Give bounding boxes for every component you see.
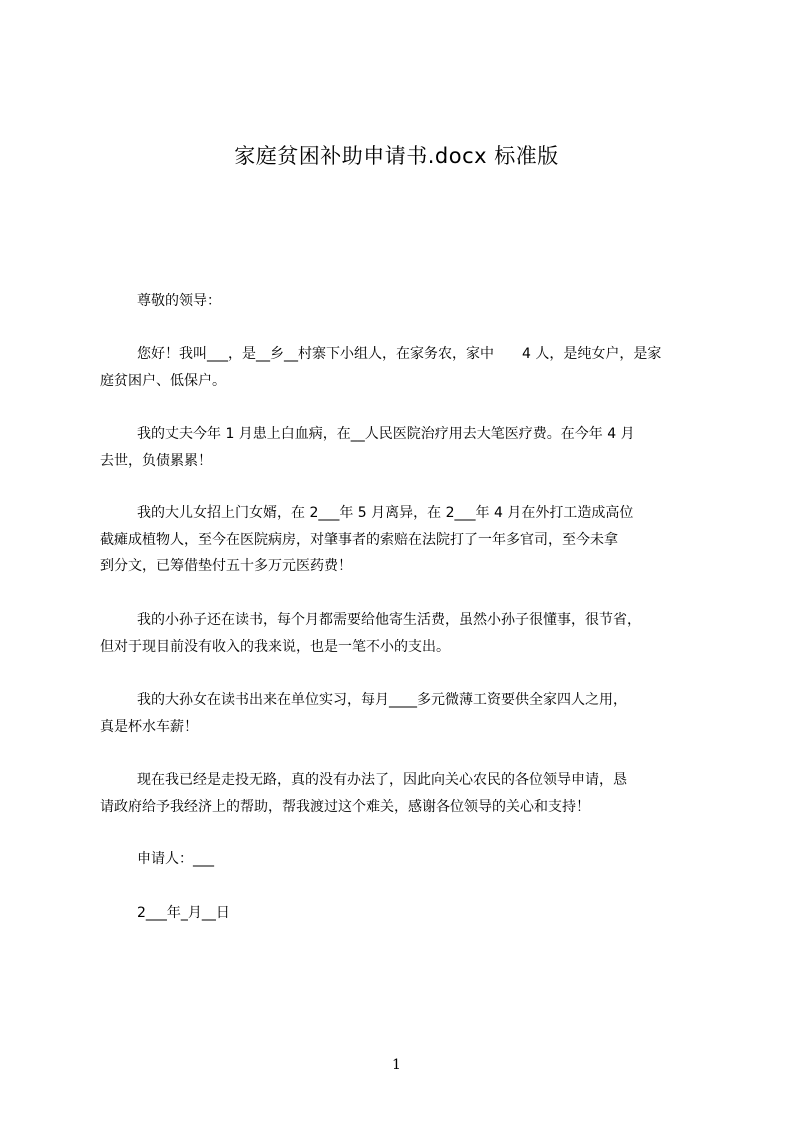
paragraph-5 [100, 687, 700, 740]
paragraph-6-line-2: 请政府给予我经济上的帮助，帮我渡过这个难关，感谢各位领导的关心和支持！ [100, 798, 590, 815]
paragraph-3-line-1: 我的大儿女招上门女婿，在 2___年 5 月离异，在 2___年 4 月在外打工造成高位 [137, 505, 634, 521]
paragraph-2 [100, 421, 700, 474]
paragraph-1 [100, 341, 700, 394]
date-line: 2___年_月__日 [137, 905, 230, 921]
paragraph-5-line-1: 我的大孙女在读书出来在单位实习，每月____多元微薄工资要供全家四人之用， [137, 692, 627, 708]
paragraph-2-line-1: 我的丈夫今年 1 月患上白血病，在__人民医院治疗用去大笔医疗费。在今年 4 月 [137, 426, 635, 442]
salutation: 尊敬的领导： [137, 293, 221, 309]
paragraph-3-line-2: 截瘫成植物人，至今在医院病房，对肇事者的索赔在法院打了一年多官司，至今未拿 [100, 531, 618, 548]
document-title: 家庭贫困补助申请书.docx 标准版 [234, 144, 559, 168]
paragraph-4-line-1: 我的小孙子还在读书，每个月都需要给他寄生活费，虽然小孙子很懂事，很节省， [137, 612, 641, 628]
paragraph-5-line-2: 真是杯水车薪！ [100, 718, 198, 735]
paragraph-1-line-1: 您好！我叫___，是__乡__村寨下小组人，在家务农，家中 4 人，是纯女户，是家 [137, 346, 662, 362]
page-number: 1 [392, 1057, 401, 1073]
paragraph-4-line-2: 但对于现目前没有收入的我来说，也是一笔不小的支出。 [100, 638, 450, 655]
paragraph-6-line-1: 现在我已经是走投无路，真的没有办法了，因此向关心农民的各位领导申请，恳 [137, 772, 627, 788]
paragraph-1-line-2: 庭贫困户、低保户。 [100, 372, 226, 389]
paragraph-4 [100, 607, 700, 660]
paragraph-3-line-3: 到分文，已筹借垫付五十多万元医药费！ [100, 558, 352, 574]
paragraph-2-line-2: 去世，负债累累！ [100, 452, 212, 469]
paragraph-3 [100, 500, 700, 580]
applicant-line: 申请人：___ [137, 851, 214, 867]
paragraph-6 [100, 767, 700, 820]
